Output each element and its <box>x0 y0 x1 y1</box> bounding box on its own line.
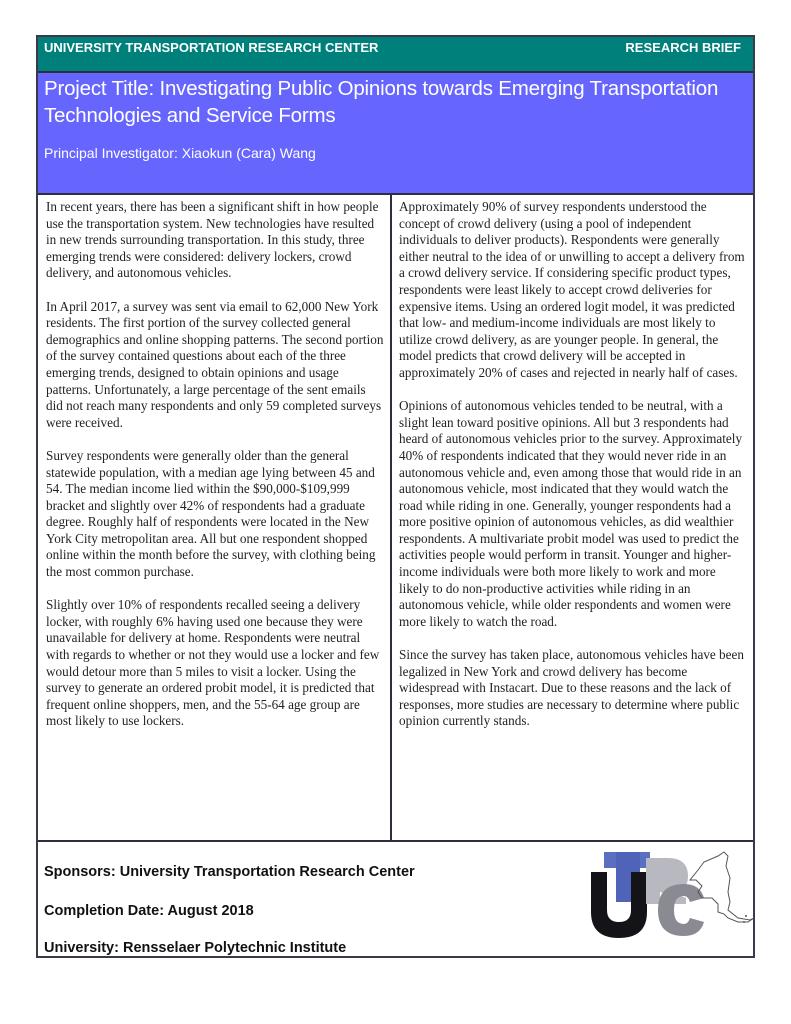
paragraph-delivery-lockers: Slightly over 10% of respondents recalled seeing a delivery locker, with roughly 6% having used one because they were unavailable for delivery at home. Respondents were neutral with regards to whether or not they would use a locker and few would detour more than 5 miles to visit a locker. Using the survey to generate an ordered probit model, it is predicted that frequent online shoppers, men, and the 55-64 age group are most likely to use lockers. <box>46 597 380 729</box>
paragraph-intro: In recent years, there has been a significant shift in how people use the transportation system. New technologies have resulted in new trends surrounding transportation. In this study, three emerging trends were considered: delivery lockers, crowd delivery, and autonomous vehicles. <box>46 199 379 281</box>
utrc-logo-icon <box>586 850 756 940</box>
footer <box>38 840 753 956</box>
paragraph-conclusion: Since the survey has taken place, autonomous vehicles have been legalized in New York and crowd delivery has become widespread with Instacart. Due to these reasons and the lack of responses, more studies are necessary to determine where public opinion currently stands. <box>399 647 744 729</box>
completion-date: Completion Date: August 2018 <box>44 903 254 919</box>
organization-name: UNIVERSITY TRANSPORTATION RESEARCH CENTER <box>44 40 379 55</box>
title-block <box>38 73 753 195</box>
university: University: Rensselaer Polytechnic Institute <box>44 940 347 956</box>
left-column <box>38 195 392 840</box>
paragraph-survey-method: In April 2017, a survey was sent via email to 62,000 New York residents. The first portion of the survey collected general demographics and online shopping patterns. The second portion of the survey contained questions about each of the three emerging trends, designed to obtain opinions and usage patterns. Unfortunately, a large percentage of the sent emails did not reach many respondents and only 59 completed surveys were received. <box>46 298 384 430</box>
principal-investigator: Principal Investigator: Xiaokun (Cara) Wang <box>44 145 316 161</box>
sponsors: Sponsors: University Transportation Research Center <box>44 864 415 880</box>
paragraph-demographics: Survey respondents were generally older than the general statewide population, with a median age lying between 45 and 54. The median income lied within the $90,000-$109,999 bracket and slightly over 42% of respondents had a graduate degree. Roughly half of respondents were located in the New York City metropolitan area. All but one respondent shopped online within the month before the survey, with clothing being the most common purchase. <box>46 447 376 580</box>
paragraph-autonomous-vehicles: Opinions of autonomous vehicles tended to be neutral, with a slight lean toward positive opinions. All but 3 respondents had heard of autonomous vehicles prior to the survey. Approximately 40% of respondents indicated that they would never ride in an autonomous vehicle and, even among those that would ride in an autonomous vehicle, most indicated that they would watch the road while riding in one. Generally, younger respondents had a more positive opinion of autonomous vehicles, as did wealthier respondents. A multivariate probit model was used to predict the activities people would perform in transit. Younger and higher-income individuals were both more likely to work and more likely to do non-productive activities while riding in an autonomous vehicle, while older respondents and women were more likely to watch the road. <box>399 398 743 629</box>
document-type: RESEARCH BRIEF <box>625 40 741 55</box>
header-bar <box>38 37 753 73</box>
right-column <box>392 195 753 840</box>
project-title: Project Title: Investigating Public Opinions towards Emerging Transportation Technologies and Service Forms <box>44 77 719 127</box>
paragraph-crowd-delivery: Approximately 90% of survey respondents understood the concept of crowd delivery (using a pool of independent individuals to deliver products). Respondents were generally either neutral to the idea of or unwilling to accept a delivery from a crowd delivery service. If considering specific product types, respondents were least likely to accept crowd deliveries for expensive items. Using an ordered logit model, it was predicted that low- and medium-income individuals are most likely to utilize crowd delivery, as are younger people. In general, the model predicts that crowd delivery will be accepted in approximately 20% of cases and rejected in nearly half of cases. <box>399 199 745 380</box>
research-brief-page <box>36 35 755 958</box>
